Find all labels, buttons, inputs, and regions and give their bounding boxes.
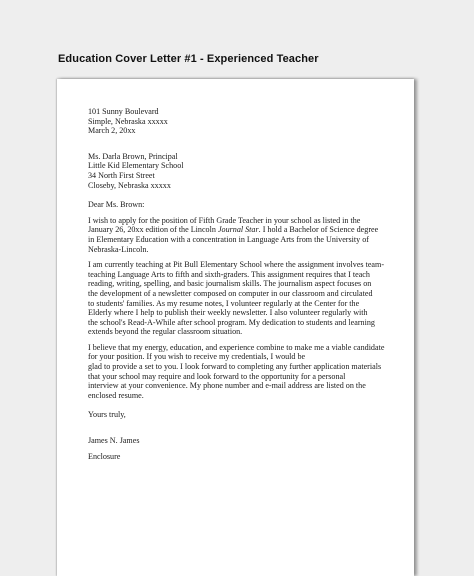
letter-body [88, 107, 388, 461]
letter-date: March 2, 20xx [88, 126, 136, 136]
recipient-city: Closeby, Nebraska xxxxx [88, 180, 171, 190]
paragraph-line: I believe that my energy, education, and experience combine to make me a viable candidate [88, 342, 385, 352]
salutation: Dear Ms. Brown: [88, 200, 145, 210]
paragraph-line: in Elementary Education with a concentration in Language Arts from the University of [88, 234, 369, 244]
paragraph-line: enclosed resume. [88, 390, 144, 400]
paragraph-line: teaching Language Arts to fifth and sixth-graders. This assignment requires that I teach [88, 269, 370, 279]
paragraph-line: the school's Read-A-While after school program. My dedication to students and learning [88, 317, 375, 327]
sender-street: 101 Sunny Boulevard [88, 107, 159, 116]
sender-address [88, 107, 388, 136]
paragraph-line: interview at your convenience. My phone number and e-mail address are listed on the [88, 381, 366, 391]
recipient-street: 34 North First Street [88, 170, 155, 180]
text-segment: January 26, 20xx edition of the Lincoln [88, 225, 218, 235]
recipient-name: Ms. Darla Brown, Principal [88, 151, 178, 161]
paragraph-line: Nebraska-Lincoln. [88, 244, 149, 254]
paragraph-2 [88, 260, 388, 337]
paragraph-line: extends beyond the regular classroom situation. [88, 327, 243, 337]
paragraph-line [88, 225, 388, 235]
signature-name: James N. James [88, 436, 140, 446]
recipient-address [88, 152, 388, 190]
paragraph-line: I am currently teaching at Pit Bull Elementary School where the assignment involves team- [88, 260, 385, 270]
paragraph-line: for your position. If you wish to receive my credentials, I would be [88, 352, 306, 362]
paragraph-line: glad to provide a set to you. I look forward to completing any further application materials [88, 362, 382, 372]
paragraph-line: I wish to apply for the position of Fifth Grade Teacher in your school as listed in the [88, 215, 361, 225]
letter-page [57, 79, 414, 576]
paragraph-line: that your school may require and look forward to the opportunity for a personal [88, 371, 346, 381]
paragraph-1 [88, 216, 388, 254]
paragraph-3 [88, 343, 388, 401]
document-title: Education Cover Letter #1 - Experienced Teacher [58, 53, 319, 65]
paragraph-line: Elderly where I help to publish their weekly newsletter. I also volunteer regularly with [88, 308, 368, 318]
paragraph-line: the development of a newsletter composed on computer in our classroom and circulated [88, 288, 373, 298]
paragraph-line: reading, writing, spelling, and basic journalism skills. The journalism aspect focuses on [88, 279, 372, 289]
text-segment: . I hold a Bachelor of Science degree [258, 225, 379, 235]
sender-city: Simple, Nebraska xxxxx [88, 116, 168, 126]
enclosure-note: Enclosure [88, 451, 121, 461]
recipient-school: Little Kid Elementary School [88, 161, 184, 171]
paragraph-line: to students' families. As my resume notes, I volunteer regularly at the Center for the [88, 298, 360, 308]
closing: Yours truly, [88, 410, 126, 420]
newspaper-title: Journal Star [217, 225, 259, 235]
